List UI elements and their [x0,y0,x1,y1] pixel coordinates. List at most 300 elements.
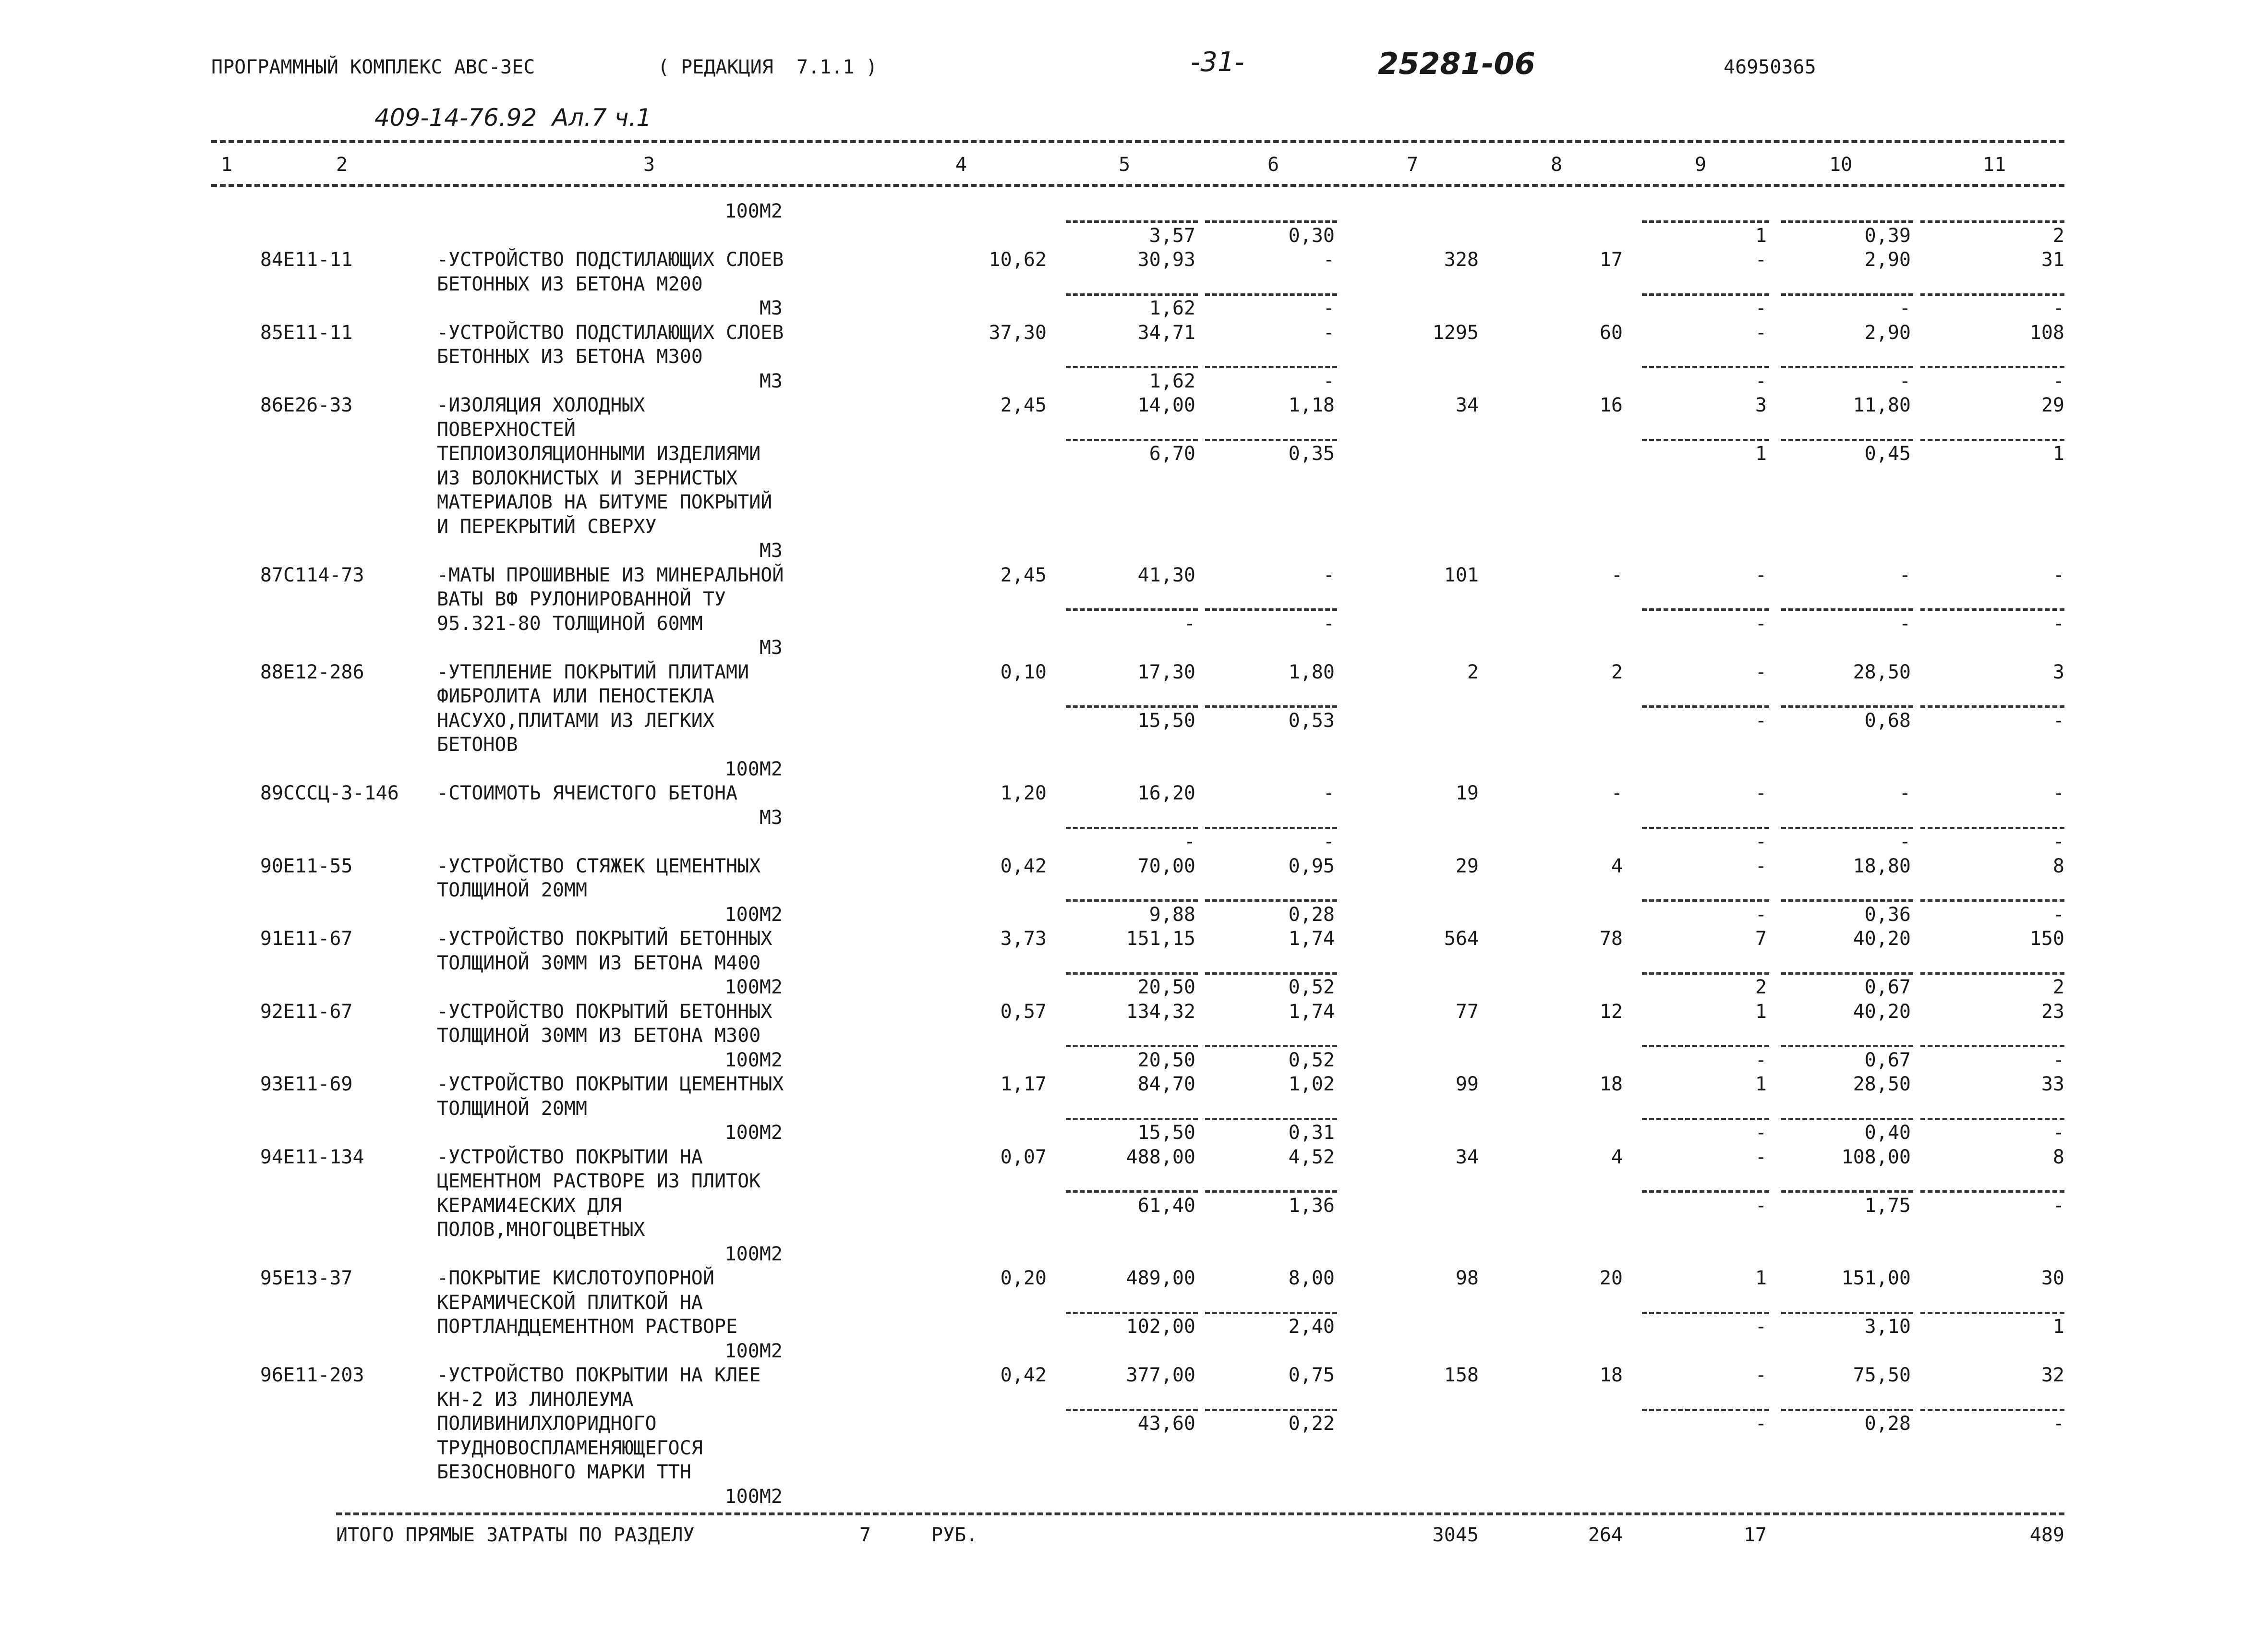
work-description: ЦЕМЕНТНОМ РАСТВОРЕ ИЗ ПЛИТОК [437,1170,761,1192]
cell-c5: 15,50 [1137,1122,1195,1144]
cell-c4: 0,20 [1000,1267,1047,1289]
work-description: -ПОКРЫТИЕ КИСЛОТОУПОРНОЙ [437,1267,714,1289]
cell-c5: 41,30 [1137,564,1195,586]
column-header-8: 8 [1551,154,1563,176]
cell-c5: 16,20 [1137,782,1195,804]
cell-c7: 77 [1455,1000,1479,1023]
fraction-rule [1642,293,1769,296]
cell-c6: - [1323,297,1335,319]
cell-c4: 2,45 [1000,564,1047,586]
fraction-rule [1920,1118,2064,1120]
cell-c11: 108 [2029,321,2064,344]
rate-code: СССЦ-3-146 [283,782,399,804]
fraction-rule [1642,1190,1769,1193]
total-rule [336,1512,2064,1515]
cell-c10: 75,50 [1853,1364,1911,1386]
cell-c10: 28,50 [1853,661,1911,683]
cell-c10: 0,28 [1864,1413,1911,1435]
fraction-rule [1642,1312,1769,1314]
cell-c11: 2 [2052,976,2064,998]
cell-c6: 0,95 [1288,855,1335,877]
cell-c5: 17,30 [1137,661,1195,683]
work-description: КЕРАМИЧЕСКОЙ ПЛИТКОЙ НА [437,1291,703,1314]
cell-c11: 32 [2041,1364,2064,1386]
cell-c7: 328 [1444,249,1479,271]
fraction-rule [1642,972,1769,975]
cell-c9: - [1755,661,1767,683]
fraction-rule [1066,1190,1198,1193]
total-col11: 489 [2029,1524,2064,1546]
cell-c6: 1,74 [1288,1000,1335,1023]
fraction-rule [1781,1190,1913,1193]
cell-c6: 8,00 [1288,1267,1335,1289]
fraction-rule [1781,705,1913,708]
cell-c9: 3 [1755,394,1767,416]
column-header-7: 7 [1407,154,1419,176]
fraction-rule [1920,827,2064,829]
cell-c6: 0,75 [1288,1364,1335,1386]
fraction-rule [1920,1045,2064,1047]
work-description: ИЗ ВОЛОКНИСТЫХ И ЗЕРНИСТЫХ [437,467,738,489]
cell-c10: - [1899,370,1911,392]
work-description: 95.321-80 ТОЛЩИНОЙ 60ММ [437,612,703,635]
cell-c9: - [1755,1146,1767,1168]
cell-c11: - [2052,709,2064,732]
fraction-rule [1642,705,1769,708]
cell-c8: 78 [1599,928,1623,950]
cell-c5: - [1183,612,1195,635]
fraction-rule [1205,705,1337,708]
cell-c4: 10,62 [989,249,1047,271]
work-description: 100М2 [724,758,783,780]
fraction-rule [1781,608,1913,611]
cell-c6: 0,28 [1288,903,1335,926]
column-header-10: 10 [1829,154,1853,176]
cell-c10: - [1899,782,1911,804]
cell-c10: 18,80 [1853,855,1911,877]
cell-c8: 18 [1599,1073,1623,1095]
work-description: -УСТРОЙСТВО ПОКРЫТИИ НА КЛЕЕ [437,1364,761,1386]
fraction-rule [1066,827,1198,829]
work-description: БЕТОННЫХ ИЗ БЕТОНА М300 [437,346,703,368]
fraction-rule [1066,1118,1198,1120]
cell-c5: 14,00 [1137,394,1195,416]
cell-c9: - [1755,709,1767,732]
cell-c11: - [2052,1049,2064,1071]
fraction-rule [1781,293,1913,296]
cell-c7: 99 [1455,1073,1479,1095]
cell-c10: 40,20 [1853,928,1911,950]
cell-c8: 20 [1599,1267,1623,1289]
cell-c6: - [1323,249,1335,271]
row-number: 84 [260,249,283,271]
cell-c10: 1,75 [1864,1194,1911,1217]
fraction-rule [1920,1312,2064,1314]
cell-c4: 0,10 [1000,661,1047,683]
cell-c10: 0,39 [1864,224,1911,247]
work-description: 100М2 [724,200,783,222]
cell-c9: - [1755,612,1767,635]
row-number: 89 [260,782,283,804]
work-description: -УСТРОЙСТВО ПОКРЫТИЙ БЕТОННЫХ [437,928,772,950]
rate-code: Е11-11 [283,249,353,271]
work-description: ФИБРОЛИТА ИЛИ ПЕНОСТЕКЛА [437,685,714,707]
work-description: ТЕПЛОИЗОЛЯЦИОННЫМИ ИЗДЕЛИЯМИ [437,443,761,465]
cell-c11: 1 [2052,443,2064,465]
fraction-rule [1920,366,2064,368]
work-description: -УСТРОЙСТВО ПОКРЫТИИ НА [437,1146,703,1168]
cell-c5: 15,50 [1137,709,1195,732]
rate-code: Е11-67 [283,1000,353,1023]
total-label: ИТОГО ПРЯМЫЕ ЗАТРАТЫ ПО РАЗДЕЛУ [336,1524,695,1546]
cell-c6: - [1323,370,1335,392]
cell-c11: 8 [2052,855,2064,877]
cell-c9: - [1755,831,1767,853]
fraction-rule [1642,366,1769,368]
cell-c8: 12 [1599,1000,1623,1023]
cell-c5: 30,93 [1137,249,1195,271]
cell-c5: 20,50 [1137,976,1195,998]
cell-c9: 1 [1755,1000,1767,1023]
work-description: ПОЛИВИНИЛХЛОРИДНОГО [437,1413,657,1435]
cell-c5: 489,00 [1126,1267,1195,1289]
fraction-rule [1205,1409,1337,1411]
rate-code: Е11-134 [283,1146,364,1168]
cell-c10: 108,00 [1841,1146,1911,1168]
fraction-rule [1642,1045,1769,1047]
cell-c10: 2,90 [1864,249,1911,271]
rate-code: Е11-203 [283,1364,364,1386]
cell-c11: 2 [2052,224,2064,247]
cell-c9: 1 [1755,224,1767,247]
cell-c5: 43,60 [1137,1413,1195,1435]
cell-c6: 0,53 [1288,709,1335,732]
cell-c11: 31 [2041,249,2064,271]
program-title: ПРОГРАММНЫЙ КОМПЛЕКС АВС-3ЕС [211,56,535,78]
cell-c6: 4,52 [1288,1146,1335,1168]
cell-c11: 33 [2041,1073,2064,1095]
cell-c10: 0,40 [1864,1122,1911,1144]
cell-c7: 34 [1455,394,1479,416]
fraction-rule [1205,972,1337,975]
column-header-11: 11 [1983,154,2006,176]
fraction-rule [1642,1409,1769,1411]
cell-c4: 3,73 [1000,928,1047,950]
cell-c5: 70,00 [1137,855,1195,877]
cell-c8: - [1611,564,1623,586]
fraction-rule [1205,220,1337,223]
column-header-5: 5 [1119,154,1131,176]
cell-c9: - [1755,1413,1767,1435]
fraction-rule [1920,293,2064,296]
cell-c6: - [1323,564,1335,586]
fraction-rule [1920,439,2064,441]
cell-c7: 1295 [1432,321,1479,344]
fraction-rule [1205,1312,1337,1314]
cell-c8: 18 [1599,1364,1623,1386]
work-description: -УСТРОЙСТВО ПОДСТИЛАЮЩИХ СЛОЕВ [437,249,784,271]
row-number: 94 [260,1146,283,1168]
cell-c8: 2 [1611,661,1623,683]
cell-c9: - [1755,249,1767,271]
cell-c9: 7 [1755,928,1767,950]
work-description: 100М2 [724,976,783,998]
cell-c9: 1 [1755,443,1767,465]
cell-c8: 4 [1611,855,1623,877]
total-col9: 17 [1743,1524,1767,1546]
work-description: НАСУХО,ПЛИТАМИ ИЗ ЛЕГКИХ [437,709,714,732]
cell-c6: 1,80 [1288,661,1335,683]
cell-c11: 29 [2041,394,2064,416]
cell-c6: 1,36 [1288,1194,1335,1217]
cell-c9: - [1755,903,1767,926]
work-description: М3 [759,297,783,319]
cell-c8: 60 [1599,321,1623,344]
cell-c8: 17 [1599,249,1623,271]
fraction-rule [1066,293,1198,296]
cell-c10: 40,20 [1853,1000,1911,1023]
cell-c6: 0,35 [1288,443,1335,465]
cell-c4: 0,42 [1000,1364,1047,1386]
work-description: МАТЕРИАЛОВ НА БИТУМЕ ПОКРЫТИЙ [437,491,772,513]
rate-code: Е11-69 [283,1073,353,1095]
fraction-rule [1066,705,1198,708]
column-header-6: 6 [1267,154,1279,176]
cell-c8: 4 [1611,1146,1623,1168]
fraction-rule [1781,1118,1913,1120]
cell-c9: 2 [1755,976,1767,998]
cell-c9: - [1755,1122,1767,1144]
cell-c9: - [1755,564,1767,586]
cell-c5: 84,70 [1137,1073,1195,1095]
row-number: 86 [260,394,283,416]
cell-c6: - [1323,612,1335,635]
cell-c9: - [1755,1316,1767,1338]
row-number: 90 [260,855,283,877]
cell-c10: 28,50 [1853,1073,1911,1095]
cell-c9: - [1755,370,1767,392]
cell-c11: - [2052,1194,2064,1217]
cell-c10: - [1899,831,1911,853]
column-header-1: 1 [221,154,233,176]
rate-code: Е11-67 [283,928,353,950]
cell-c7: 101 [1444,564,1479,586]
page-number: -31- [1191,47,1244,78]
cell-c7: 98 [1455,1267,1479,1289]
cell-c11: 150 [2029,928,2064,950]
rate-code: С114-73 [283,564,364,586]
cell-c9: - [1755,1049,1767,1071]
cell-c7: 2 [1467,661,1479,683]
cell-c10: 2,90 [1864,321,1911,344]
work-description: ПОЛОВ,МНОГОЦВЕТНЫХ [437,1219,645,1241]
fraction-rule [1781,899,1913,902]
fraction-rule [1920,899,2064,902]
cell-c5: 134,32 [1126,1000,1195,1023]
fraction-rule [1781,439,1913,441]
work-description: КН-2 ИЗ ЛИНОЛЕУМА [437,1388,634,1411]
fraction-rule [1066,1312,1198,1314]
cell-c8: - [1611,782,1623,804]
row-number: 93 [260,1073,283,1095]
work-description: М3 [759,370,783,392]
cell-c9: 1 [1755,1267,1767,1289]
fraction-rule [1920,220,2064,223]
fraction-rule [1205,366,1337,368]
cell-c11: - [2052,782,2064,804]
work-description: КЕРАМИ4ЕСКИХ ДЛЯ [437,1194,622,1217]
fraction-rule [1642,220,1769,223]
cell-c4: 0,42 [1000,855,1047,877]
work-description: -УТЕПЛЕНИЕ ПОКРЫТИЙ ПЛИТАМИ [437,661,749,683]
row-number: 92 [260,1000,283,1023]
cell-c4: 1,20 [1000,782,1047,804]
fraction-rule [1642,439,1769,441]
work-description: -МАТЫ ПРОШИВНЫЕ ИЗ МИНЕРАЛЬНОЙ [437,564,784,586]
cell-c5: - [1183,831,1195,853]
work-description: 100М2 [724,1049,783,1071]
work-description: ВАТЫ ВФ РУЛОНИРОВАННОЙ ТУ [437,588,726,610]
row-number: 85 [260,321,283,344]
cell-c7: 29 [1455,855,1479,877]
cell-c5: 377,00 [1126,1364,1195,1386]
cell-c10: - [1899,612,1911,635]
work-description: -УСТРОЙСТВО ПОКРЫТИИ ЦЕМЕНТНЫХ [437,1073,784,1095]
cell-c6: 0,31 [1288,1122,1335,1144]
work-description: БЕТОНОВ [437,734,518,756]
cell-c9: 1 [1755,1073,1767,1095]
cell-c9: - [1755,1364,1767,1386]
cell-c7: 34 [1455,1146,1479,1168]
cell-c6: 1,18 [1288,394,1335,416]
cell-c11: - [2052,370,2064,392]
fraction-rule [1066,1045,1198,1047]
work-description: БЕТОННЫХ ИЗ БЕТОНА М200 [437,273,703,295]
fraction-rule [1781,972,1913,975]
fraction-rule [1920,608,2064,611]
work-description: М3 [759,637,783,659]
fraction-rule [1066,899,1198,902]
cell-c5: 1,62 [1149,370,1195,392]
fraction-rule [1920,1409,2064,1411]
work-description: ТОЛЩИНОЙ 20ММ [437,1097,588,1120]
cell-c11: - [2052,1122,2064,1144]
fraction-rule [1066,972,1198,975]
cell-c10: 3,10 [1864,1316,1911,1338]
cell-c6: 2,40 [1288,1316,1335,1338]
total-currency: РУБ. [931,1524,978,1546]
cell-c4: 2,45 [1000,394,1047,416]
cell-c7: 158 [1444,1364,1479,1386]
cell-c4: 0,07 [1000,1146,1047,1168]
cell-c6: 1,02 [1288,1073,1335,1095]
cell-c11: 1 [2052,1316,2064,1338]
cell-c4: 37,30 [989,321,1047,344]
cell-c4: 0,57 [1000,1000,1047,1023]
work-description: М3 [759,540,783,562]
cell-c11: - [2052,612,2064,635]
fraction-rule [1642,1118,1769,1120]
cell-c9: - [1755,321,1767,344]
fraction-rule [1066,608,1198,611]
cell-c6: - [1323,321,1335,344]
cell-c5: 61,40 [1137,1194,1195,1217]
fraction-rule [1642,899,1769,902]
fraction-rule [1642,608,1769,611]
cell-c6: 0,30 [1288,224,1335,247]
work-description: -УСТРОЙСТВО ПОДСТИЛАЮЩИХ СЛОЕВ [437,321,784,344]
work-description: 100М2 [724,903,783,926]
cell-c10: 0,68 [1864,709,1911,732]
fraction-rule [1066,220,1198,223]
cell-c10: - [1899,297,1911,319]
cell-c5: 488,00 [1126,1146,1195,1168]
work-description: 100М2 [724,1340,783,1362]
fraction-rule [1781,1312,1913,1314]
work-description: БЕЗОСНОВНОГО МАРКИ ТТН [437,1461,691,1483]
row-number: 87 [260,564,283,586]
cell-c7: 19 [1455,782,1479,804]
cell-c5: 6,70 [1149,443,1195,465]
fraction-rule [1205,608,1337,611]
total-section: 7 [859,1524,871,1546]
cell-c5: 151,15 [1126,928,1195,950]
cell-c5: 3,57 [1149,224,1195,247]
cell-c10: 0,67 [1864,976,1911,998]
work-description: ПОВЕРХНОСТЕЙ [437,418,576,441]
fraction-rule [1781,366,1913,368]
work-description: 100М2 [724,1485,783,1508]
cell-c6: 0,52 [1288,1049,1335,1071]
cell-c11: 8 [2052,1146,2064,1168]
work-description: 100М2 [724,1122,783,1144]
cell-c10: 0,45 [1864,443,1911,465]
cell-c11: - [2052,1413,2064,1435]
cell-c9: - [1755,782,1767,804]
rate-code: Е12-286 [283,661,364,683]
edition-label: ( РЕДАКЦИЯ 7.1.1 ) [658,56,878,78]
cell-c5: 34,71 [1137,321,1195,344]
total-col8: 264 [1588,1524,1623,1546]
cell-c6: 0,52 [1288,976,1335,998]
fraction-rule [1205,1045,1337,1047]
cell-c11: - [2052,564,2064,586]
cell-c9: - [1755,855,1767,877]
fraction-rule [1920,972,2064,975]
cell-c8: 16 [1599,394,1623,416]
fraction-rule [1205,439,1337,441]
total-col7: 3045 [1432,1524,1479,1546]
column-header-4: 4 [955,154,967,176]
row-number: 96 [260,1364,283,1386]
cell-c10: 0,36 [1864,903,1911,926]
fraction-rule [1205,1118,1337,1120]
work-description: -СТОИМОТЬ ЯЧЕИСТОГО БЕТОНА [437,782,738,804]
cell-c6: - [1323,831,1335,853]
fraction-rule [1920,705,2064,708]
fraction-rule [1205,827,1337,829]
doc-code: 25281-06 [1378,46,1535,81]
id-number: 46950365 [1724,56,1816,78]
row-number: 95 [260,1267,283,1289]
cell-c11: - [2052,903,2064,926]
fraction-rule [1205,1190,1337,1193]
rate-code: Е11-11 [283,321,353,344]
rate-code: Е26-33 [283,394,353,416]
cell-c7: 564 [1444,928,1479,950]
cell-c6: 0,22 [1288,1413,1335,1435]
cell-c5: 102,00 [1126,1316,1195,1338]
